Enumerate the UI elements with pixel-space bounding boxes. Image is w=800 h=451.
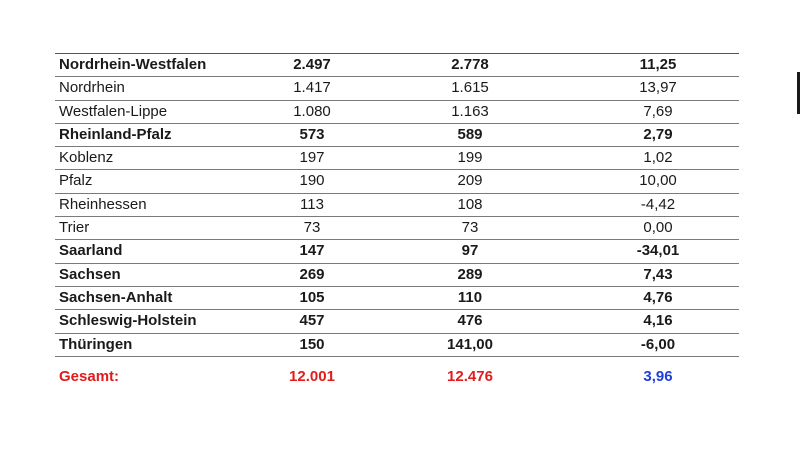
table-row — [55, 124, 739, 147]
value-1-cell: 269 — [299, 265, 325, 283]
value-2-cell: 199 — [457, 149, 483, 167]
total-label: Gesamt: — [59, 368, 120, 385]
value-2-cell: 108 — [457, 195, 483, 213]
value-1-cell: 2.497 — [293, 56, 331, 73]
table-row — [55, 54, 739, 77]
value-2-cell: 1.615 — [451, 79, 489, 97]
value-2-cell: 141,00 — [447, 335, 493, 353]
region-name-cell: Trier — [59, 219, 90, 237]
change-percent-cell: -4,42 — [640, 195, 676, 213]
value-2-cell: 209 — [457, 172, 483, 190]
value-1-cell: 105 — [299, 288, 325, 306]
value-1-cell: 197 — [299, 149, 325, 167]
region-name-cell: Westfalen-Lippe — [59, 102, 168, 120]
region-name-cell: Nordrhein-Westfalen — [59, 56, 207, 73]
value-2-cell: 289 — [457, 265, 483, 283]
table-row — [55, 240, 739, 263]
table-row — [55, 217, 739, 240]
region-name-cell: Rheinhessen — [59, 195, 147, 213]
region-name-cell: Nordrhein — [59, 79, 125, 97]
region-name-cell: Sachsen-Anhalt — [59, 288, 173, 306]
table-row — [55, 170, 739, 193]
total-change: 3,96 — [643, 368, 673, 385]
table-row — [55, 77, 739, 100]
value-2-cell: 1.163 — [451, 102, 489, 120]
region-name-cell: Thüringen — [59, 335, 133, 353]
value-2-cell: 73 — [461, 219, 479, 237]
value-1-cell: 573 — [299, 125, 325, 143]
data-table — [55, 53, 739, 357]
total-value-1: 12.001 — [289, 368, 335, 385]
change-percent-cell: 13,97 — [639, 79, 677, 97]
table-row — [55, 101, 739, 124]
change-percent-cell: 11,25 — [639, 56, 677, 73]
region-name-cell: Sachsen — [59, 265, 121, 283]
value-2-cell: 97 — [461, 242, 479, 260]
table-row — [55, 287, 739, 310]
value-1-cell: 150 — [299, 335, 325, 353]
total-value-2: 12.476 — [447, 368, 493, 385]
change-percent-cell: 4,76 — [643, 288, 673, 306]
change-percent-cell: 2,79 — [643, 125, 673, 143]
change-percent-cell: 0,00 — [643, 219, 673, 237]
region-name-cell: Koblenz — [59, 149, 114, 167]
table-row — [55, 334, 739, 357]
change-percent-cell: 1,02 — [643, 149, 673, 167]
region-name-cell: Pfalz — [59, 172, 93, 190]
value-2-cell: 589 — [457, 125, 483, 143]
value-1-cell: 190 — [299, 172, 325, 190]
change-percent-cell: 7,43 — [643, 265, 673, 283]
value-1-cell: 113 — [300, 195, 324, 213]
change-percent-cell: 4,16 — [643, 312, 673, 330]
value-1-cell: 73 — [303, 219, 321, 237]
region-name-cell: Saarland — [59, 242, 123, 260]
value-1-cell: 457 — [299, 312, 325, 330]
change-percent-cell: -34,01 — [636, 242, 680, 260]
table-row — [55, 194, 739, 217]
value-1-cell: 147 — [299, 242, 325, 260]
value-1-cell: 1.417 — [293, 79, 331, 97]
change-percent-cell: 7,69 — [643, 102, 673, 120]
value-2-cell: 2.778 — [451, 56, 489, 73]
table-row — [55, 264, 739, 287]
change-percent-cell: -6,00 — [640, 335, 676, 353]
change-percent-cell: 10,00 — [639, 172, 677, 190]
total-row — [55, 366, 739, 388]
region-name-cell: Rheinland-Pfalz — [59, 125, 172, 143]
region-name-cell: Schleswig-Holstein — [59, 312, 197, 330]
value-2-cell: 110 — [457, 288, 483, 306]
table-row — [55, 310, 739, 333]
value-1-cell: 1.080 — [293, 102, 331, 120]
value-2-cell: 476 — [457, 312, 483, 330]
table-row — [55, 147, 739, 170]
